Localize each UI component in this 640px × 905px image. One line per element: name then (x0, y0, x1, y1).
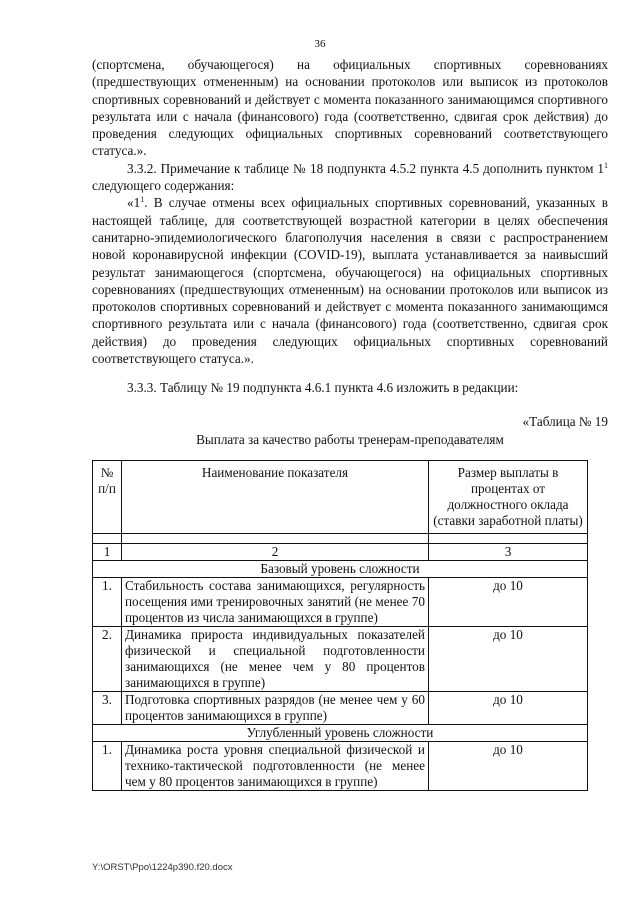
column-number: 3 (429, 544, 588, 561)
row-name: Стабильность состава занимающихся, регулярность посещения ими тренировочных занятий (не менее 70 процентов из числа занимающихся в группе) (122, 578, 429, 627)
table-row (93, 742, 588, 791)
table-row (93, 692, 588, 725)
table-header-row (93, 461, 588, 534)
row-num: 2. (93, 627, 122, 692)
column-number: 1 (93, 544, 122, 561)
paragraph-note-1-1: «$1^1$. В случае отмены всех официальных спортивных соревнований, указанных в настоящей таблице, для соответствующей возрастной категории в целях обеспечения санитарно-эпидемиологического благополучия населения в связи с распространением новой коронавирусной инфекции (COVID-19), выплата устанавливается за наивысший результат занимающегося (спортсмена, обучающегося) на официальных спортивных соревнованиях (предшествующих отмененным) на основании протоколов или выписок из протоколов спортивных соревнований и действует с момента показанного занимающимся спортивного результата или с начала (финансового) года (соответственно, сдвигая срок действия) до проведения следующих официальных спортивных соревнований соответствующего статуса.». (92, 195, 608, 367)
row-value: до 10 (429, 742, 588, 791)
section-title: Базовый уровень сложности (93, 561, 588, 578)
header-num: № п/п (93, 461, 122, 534)
row-name: Подготовка спортивных разрядов (не менее чем у 60 процентов занимающихся в группе) (122, 692, 429, 725)
document-body (92, 56, 608, 791)
row-num: 3. (93, 692, 122, 725)
table-label: «Таблица № 19 (522, 413, 608, 429)
row-value: до 10 (429, 627, 588, 692)
section-row-advanced (93, 725, 588, 742)
paragraph-continuation: (спортсмена, обучающегося) на официальных спортивных соревнованиях (предшествующих отмененным) на основании протоколов или выписок из протоколов спортивных соревнований и действует с момента показанного занимающимся спортивного результата или с начала (финансового) года (соответственно, сдвигая срок действия) до проведения следующих официальных спортивных соревнований соответствующего статуса.». (92, 57, 608, 159)
column-numbers-row (93, 544, 588, 561)
header-name: Наименование показателя (122, 461, 429, 534)
row-value: до 10 (429, 578, 588, 627)
row-num: 1. (93, 578, 122, 627)
payment-table (92, 460, 588, 791)
paragraph-3-3-3: 3.3.3. Таблицу № 19 подпункта 4.6.1 пункта 4.6 изложить в редакции: (127, 380, 519, 396)
row-name: Динамика роста уровня специальной физической и технико-тактической подготовленности (не менее чем у 80 процентов занимающихся в группе) (122, 742, 429, 791)
row-value: до 10 (429, 692, 588, 725)
paragraph-3-3-2: 3.3.2. Примечание к таблице № 18 подпункта 4.5.2 пункта 4.5 дополнить пунктом $1^1$ следующего содержания: (92, 160, 608, 194)
row-num: 1. (93, 742, 122, 791)
row-name: Динамика прироста индивидуальных показателей физической и специальной подготовленности занимающихся (не менее чем у 80 процентов занимающихся в группе) (122, 627, 429, 692)
section-row-basic (93, 561, 588, 578)
header-payment: Размер выплаты в процентах от должностного оклада (ставки заработной платы) (429, 461, 588, 534)
table-row (93, 627, 588, 692)
section-title: Углубленный уровень сложности (93, 725, 588, 742)
file-path-footer: Y:\ORST\Ppo\1224p390.f20.docx (92, 862, 233, 873)
column-number: 2 (122, 544, 429, 561)
table-row (93, 578, 588, 627)
table-spacer-row (93, 534, 588, 544)
table-caption: Выплата за качество работы тренерам-преподавателям (196, 431, 504, 447)
page-number: 36 (314, 38, 326, 50)
